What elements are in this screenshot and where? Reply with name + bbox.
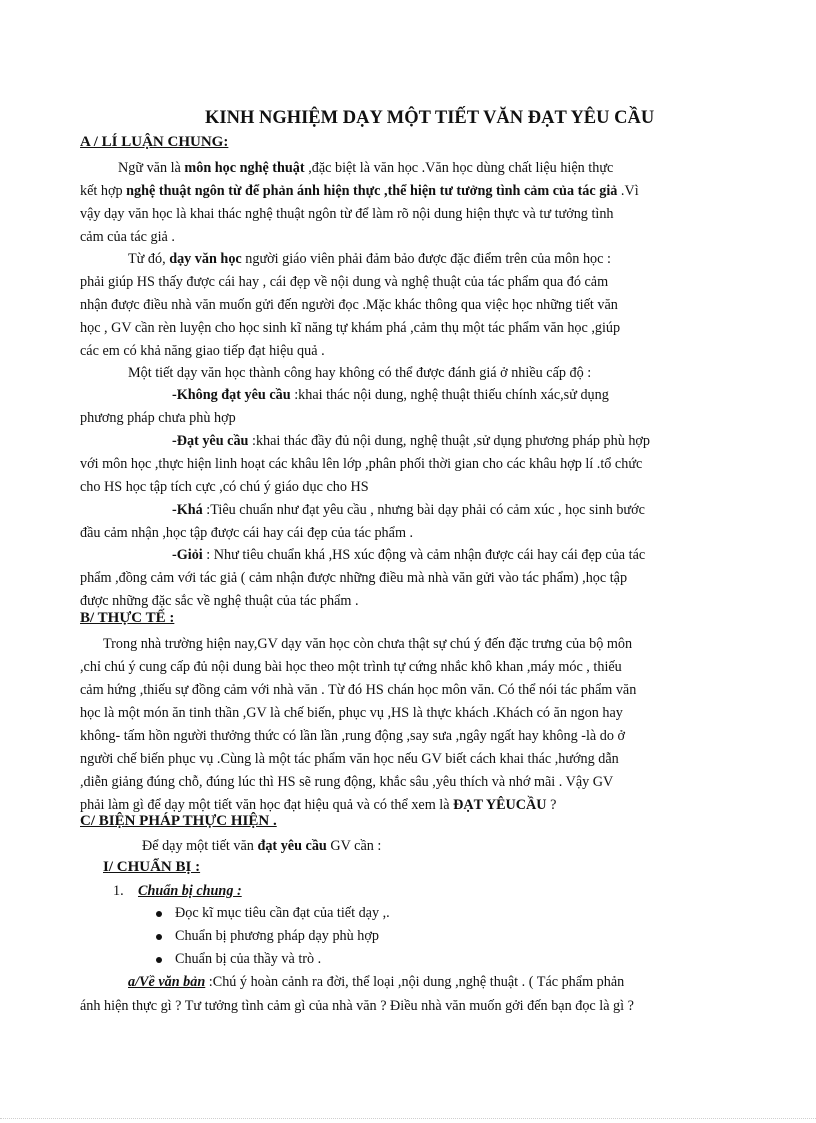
paragraph-line: học , GV cần rèn luyện cho học sinh kĩ năng tự khám phá ,cảm thụ một tác phẩm văn học ,giúp	[80, 320, 621, 336]
paragraph-line: ,diễn giảng đúng chỗ, đúng lúc thì HS sẽ rung động, khắc sâu ,yêu thích và nhớ mãi . Vậy GV	[80, 774, 614, 790]
level-line: đầu cảm nhận ,học tập được cái hay cái đẹp của tác phẩm .	[80, 525, 414, 541]
bullet-icon	[156, 957, 162, 963]
level-line: phẩm ,đồng cảm với tác giả ( cảm nhận được những điều mà nhà văn gửi vào tác phẩm) ,học tập	[80, 570, 628, 586]
paragraph-line: nhận được điều nhà văn muốn gửi đến người đọc .Mặc khác thông qua việc học những tiết văn	[80, 297, 618, 313]
paragraph-line: Để dạy một tiết văn đạt yêu cầu GV cần :	[142, 838, 382, 854]
page-bottom-rule	[0, 1118, 816, 1119]
paragraph-line: ánh hiện thực gì ? Tư tưởng tình cảm gì của nhà văn ? Điều nhà văn muốn gởi đến bạn đọc là gì ?	[80, 998, 634, 1014]
paragraph-line: vậy dạy văn học là khai thác nghệ thuật ngôn từ để làm rõ nội dung hiện thực và tư tưởng tình	[80, 206, 614, 222]
paragraph-line: Trong nhà trường hiện nay,GV dạy văn học còn chưa thật sự chú ý đến đặc trưng của bộ môn	[103, 636, 633, 652]
paragraph-line: học là một món ăn tinh thần ,GV là chế biến, phục vụ ,HS là thực khách .Khách có ăn ngon hay	[80, 705, 623, 721]
section-b-heading: B/ THỰC TẾ :	[80, 610, 175, 626]
level-line: với môn học ,thực hiện linh hoạt các khâu lên lớp ,phân phối thời gian cho các khâu hợp lí .tổ chức	[80, 456, 643, 472]
paragraph-line: ,chỉ chú ý cung cấp đủ nội dung bài học theo một trình tự cứng nhắc khô khan ,máy móc , thiếu	[80, 659, 622, 675]
document-title: KINH NGHIỆM DẠY MỘT TIẾT VĂN ĐẠT YÊU CẦU	[205, 108, 655, 128]
level-line: phương pháp chưa phù hợp	[80, 410, 236, 426]
level-line: được những đặc sắc về nghệ thuật của tác phẩm .	[80, 593, 359, 609]
bullet-item: Chuẩn bị của thầy và trò .	[175, 951, 322, 967]
list-item-heading: Chuẩn bị chung :	[138, 883, 242, 899]
bullet-icon	[156, 934, 162, 940]
level-line: -Không đạt yêu cầu :khai thác nội dung, nghệ thuật thiếu chính xác,sử dụng	[172, 387, 609, 403]
paragraph-line: người chế biến phục vụ .Cùng là một tác phẩm văn học nếu GV biết cách khai thác ,hướng dẫn	[80, 751, 619, 767]
paragraph-line: a/Về văn bản :Chú ý hoàn cảnh ra đời, thể loại ,nội dung ,nghệ thuật . ( Tác phẩm phản	[128, 974, 625, 990]
bullet-icon	[156, 911, 162, 917]
paragraph-line: kết hợp nghệ thuật ngôn từ để phản ánh hiện thực ,thể hiện tư tưởng tình cảm của tác giả .Vì	[80, 183, 639, 199]
paragraph-line: các em có khả năng giao tiếp đạt hiệu quả .	[80, 343, 325, 359]
subsection-heading: I/ CHUẨN BỊ :	[103, 859, 201, 875]
paragraph-line: Một tiết dạy văn học thành công hay không có thể được đánh giá ở nhiều cấp độ :	[128, 365, 592, 381]
list-number: 1.	[113, 883, 124, 899]
section-c-heading: C/ BIỆN PHÁP THỰC HIỆN .	[80, 813, 277, 829]
paragraph-line: cảm hứng ,thiếu sự đồng cảm với nhà văn . Từ đó HS chán học môn văn. Có thể nói tác phẩm văn	[80, 682, 637, 698]
level-line: cho HS học tập tích cực ,có chú ý giáo dục cho HS	[80, 479, 369, 495]
paragraph-line: Ngữ văn là môn học nghệ thuật ,đặc biệt là văn học .Văn học dùng chất liệu hiện thực	[118, 160, 614, 176]
paragraph-line: Từ đó, dạy văn học người giáo viên phải đảm bảo được đặc điểm trên của môn học :	[128, 251, 611, 267]
bullet-item: Chuẩn bị phương pháp dạy phù hợp	[175, 928, 379, 944]
level-line: -Đạt yêu cầu :khai thác đầy đủ nội dung, nghệ thuật ,sử dụng phương pháp phù hợp	[172, 433, 651, 449]
bullet-item: Đọc kĩ mục tiêu cần đạt của tiết dạy ,.	[175, 905, 390, 921]
paragraph-line: cảm của tác giả .	[80, 229, 175, 245]
level-line: -Khá :Tiêu chuẩn như đạt yêu cầu , nhưng bài dạy phải có cảm xúc , học sinh bước	[172, 502, 645, 518]
paragraph-line: không- tấm hồn người thưởng thức có lần lần ,rung động ,say sưa ,ngây ngất hay không -là do ở	[80, 728, 626, 744]
level-line: -Giỏi : Như tiêu chuẩn khá ,HS xúc động và cảm nhận được cái hay cái đẹp của tác	[172, 547, 646, 563]
section-a-heading: A / LÍ LUẬN CHUNG:	[80, 134, 229, 150]
paragraph-line: phải giúp HS thấy được cái hay , cái đẹp về nội dung và nghệ thuật của tác phẩm qua đó cảm	[80, 274, 609, 290]
paragraph-line: phải làm gì để dạy một tiết văn học đạt hiệu quả và có thể xem là ĐẠT YÊUCẦU ?	[80, 797, 557, 813]
